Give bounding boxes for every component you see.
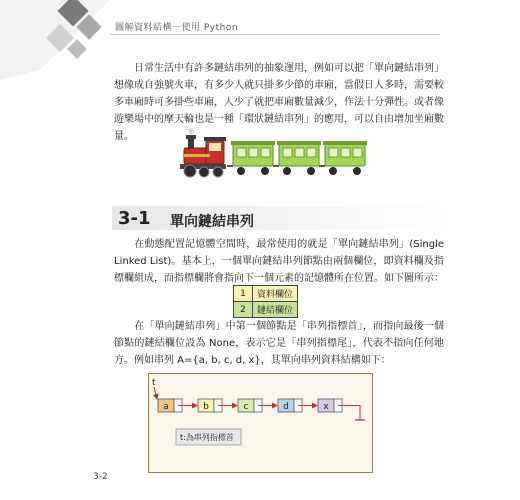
node-field-label: 資料欄位: [253, 286, 298, 302]
diagram-caption: t:為串列指標首: [180, 433, 234, 442]
running-header: 圖解資料結構－使用 Python: [115, 23, 239, 33]
linked-list-text: 在動態配置記憶體空間時，最常使用的就是「單向鏈結串列」(Single Linked List)。基本上，一個單向鏈結串列節點由兩個欄位，即資料欄及指標欄組成，而指標欄將會指向下一個元素的記憶體所在位置。如下圖所示：: [114, 239, 444, 284]
node-field-row: [234, 302, 298, 318]
node-field-number: 2: [234, 302, 253, 318]
node-field-label: 鏈結欄位: [253, 302, 298, 318]
node-field-table: [233, 285, 298, 318]
intro-text: 日常生活中有許多鏈結串列的抽象運用，例如可以把「單向鏈結串列」想像成自強號火車，有多少人就只掛多少節的車廂，當假日人多時，需要較多車廂時可多掛些車廂，人少了就把車廂數量減少，作法十分彈性。或者像遊樂場中的摩天輪也是一種「環狀鏈結串列」的應用，可以自由增加坐廂數量。: [114, 63, 444, 142]
section-title: 單向鏈結串列: [170, 214, 254, 230]
section-heading: [112, 206, 447, 230]
corner-decoration: [0, 0, 110, 80]
node-label: b: [203, 402, 209, 412]
diagram-frame: [149, 374, 373, 473]
section-number: 3-1: [118, 208, 151, 229]
node-field-number: 1: [234, 286, 253, 302]
section-heading-band: [112, 206, 447, 230]
head-tail-paragraph: [114, 318, 444, 369]
linked-list-paragraph: [114, 236, 444, 287]
linked-list-diagram: [148, 373, 373, 473]
node-field-row: [234, 286, 298, 302]
train-illustration: [180, 126, 370, 182]
page-number: 3-2: [93, 472, 108, 482]
head-pointer-label: t: [152, 378, 156, 388]
node-label: c: [243, 402, 249, 412]
node-label: d: [283, 402, 289, 412]
header-rule: [110, 34, 440, 35]
node-label: x: [323, 402, 329, 412]
head-tail-text: 在「單向鏈結串列」中第一個節點是「串列指標首」，而指向最後一個節點的鏈結欄位設為 None，表示它是「串列指標尾」，代表不指向任何地方。例如串列 A={a, b, c, d, x}，其單向串列資料結構如下：: [114, 321, 444, 366]
node-label: a: [163, 402, 169, 412]
